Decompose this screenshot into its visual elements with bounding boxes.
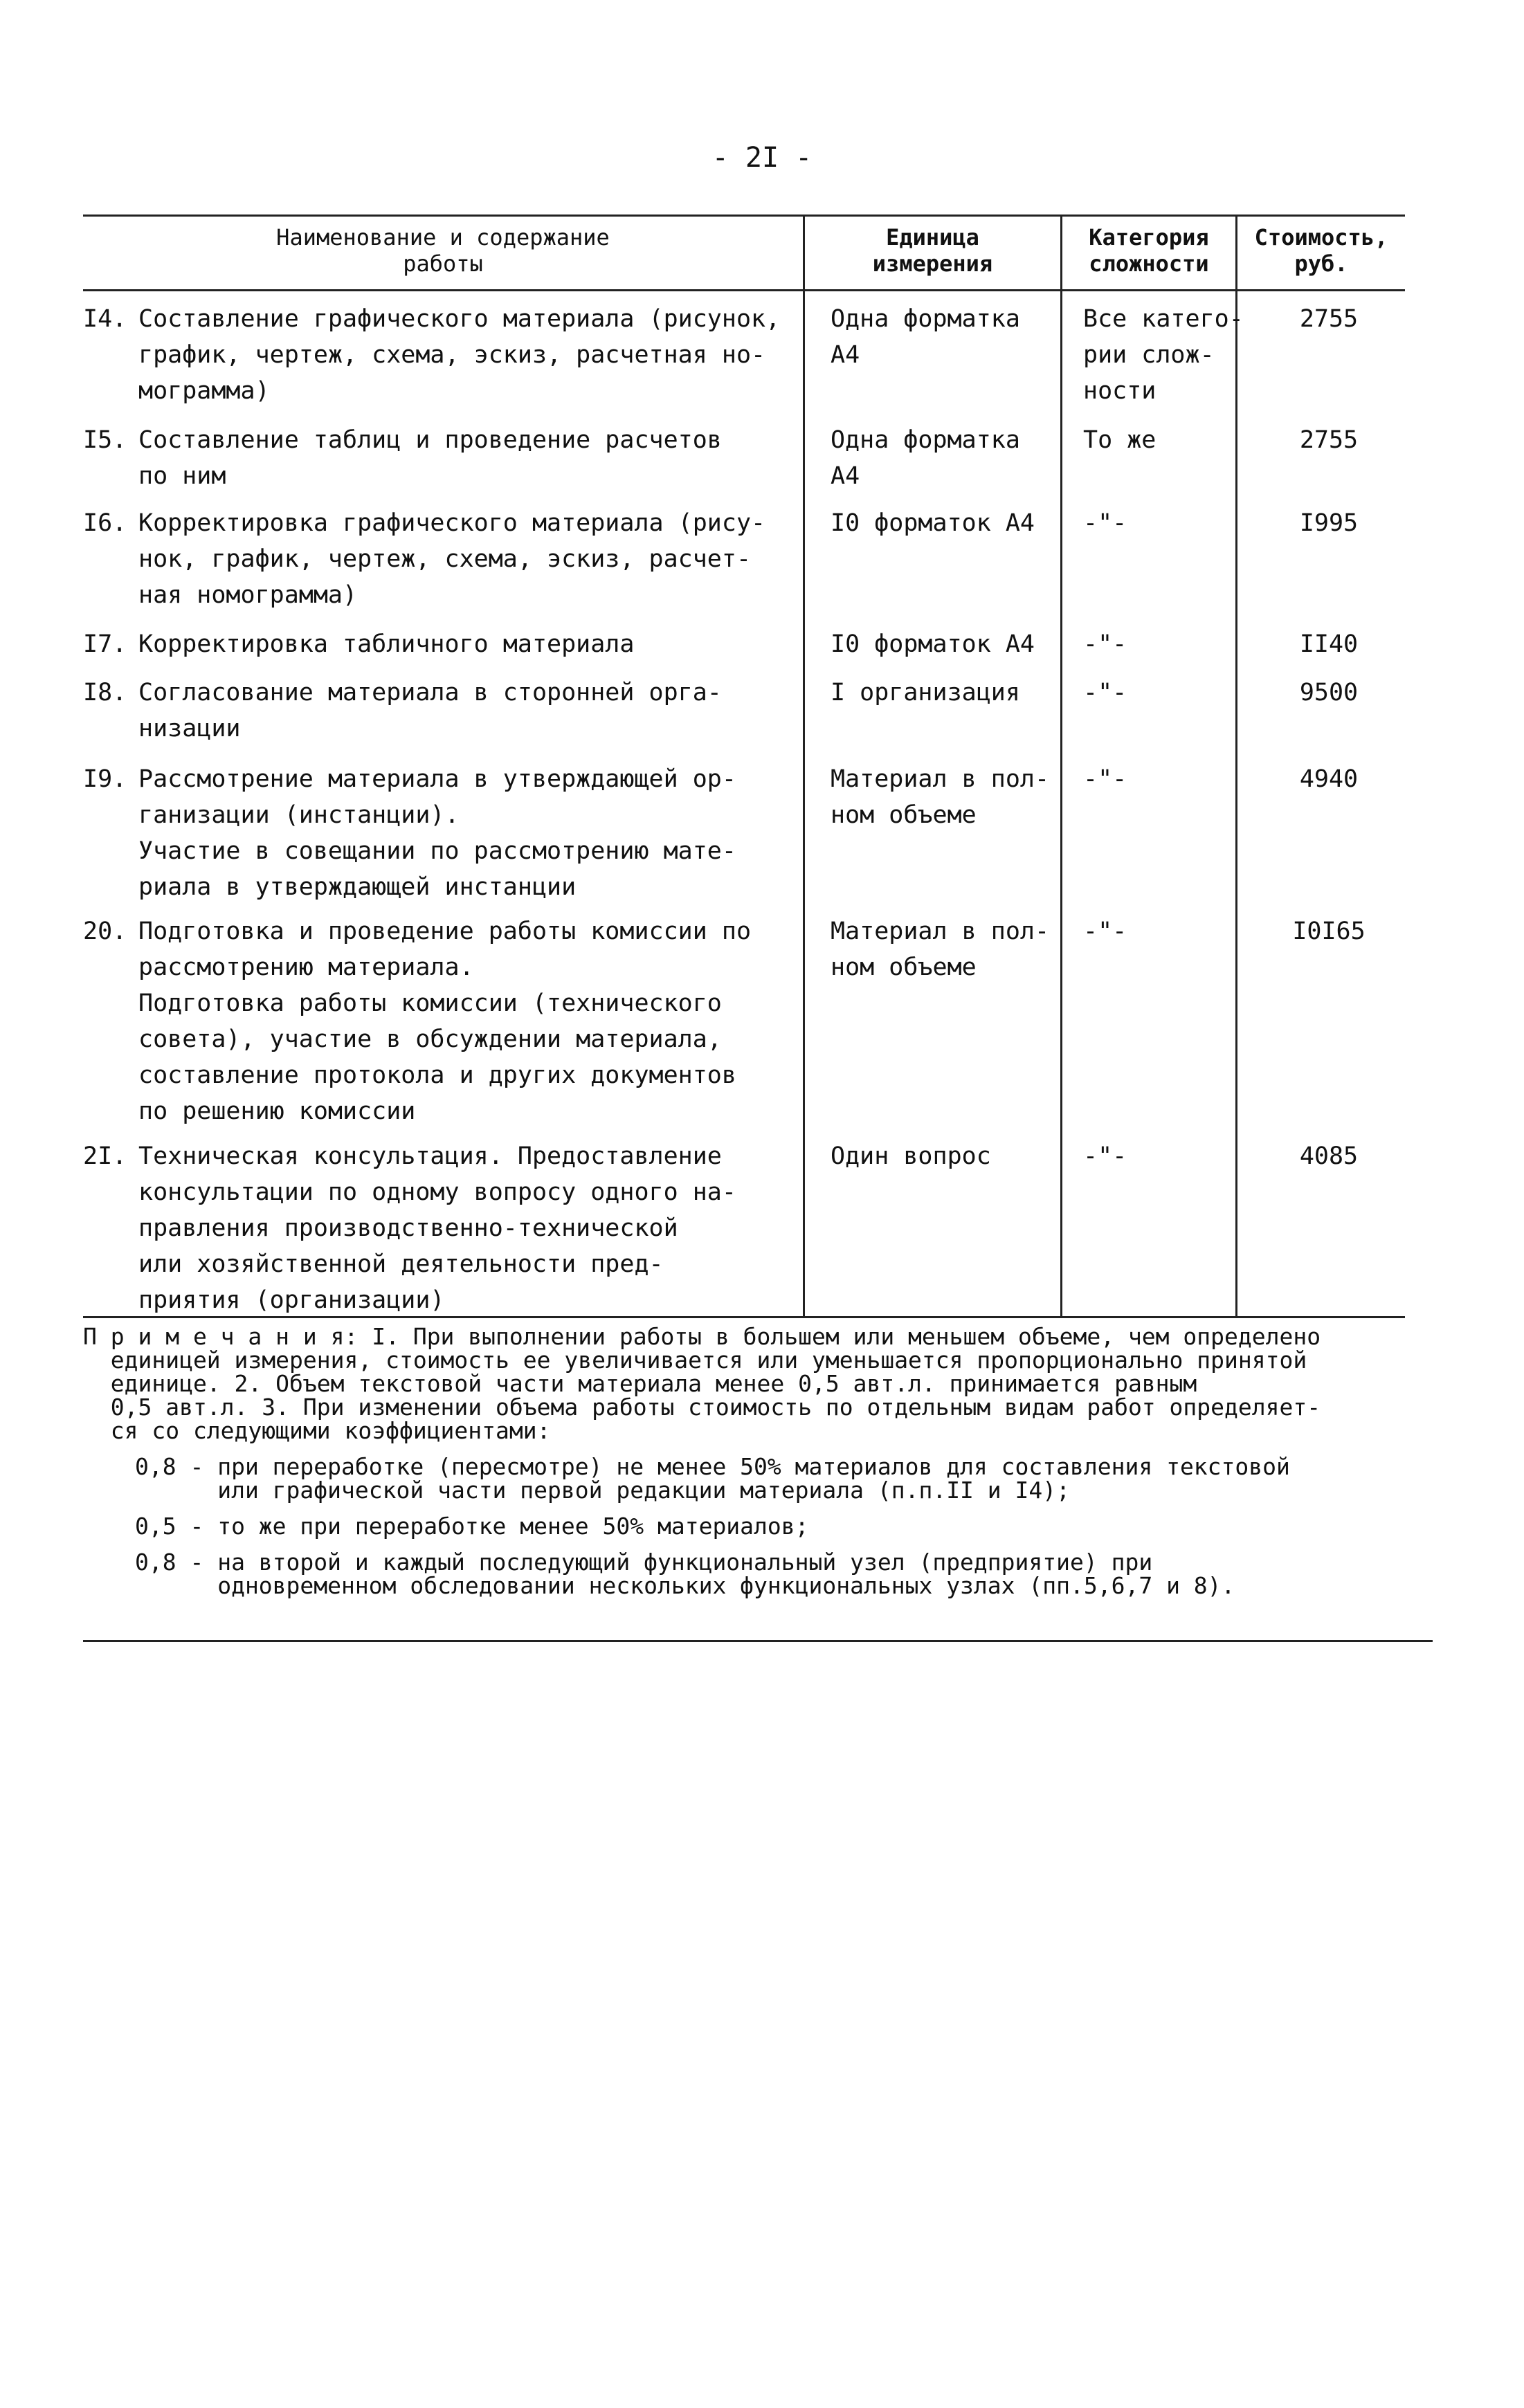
row-category: -"- bbox=[1083, 630, 1127, 658]
row-category: -"- bbox=[1083, 918, 1127, 945]
row-name: Корректировка графического материала (рису- нок, график, чертеж, схема, эскиз, расчет- ная номограмма) bbox=[138, 509, 766, 609]
row-cost: 4085 bbox=[1299, 1142, 1359, 1170]
coefficient-line: 0,8 - на второй и каждый последующий функциональный узел (предприятие) при bbox=[135, 1549, 1153, 1576]
table-bottom-rule bbox=[83, 1316, 1405, 1318]
row-unit: Материал в пол- ном объеме bbox=[831, 765, 1050, 829]
row-category: То же bbox=[1083, 426, 1156, 454]
coefficient-line: или графической части первой редакции материала (п.п.II и I4); bbox=[135, 1477, 1071, 1504]
row-unit: I0 форматок А4 bbox=[831, 630, 1035, 658]
row-number: I9. bbox=[83, 765, 127, 793]
row-name: Составление таблиц и проведение расчетов по ним bbox=[138, 426, 722, 490]
row-cost: II40 bbox=[1299, 630, 1359, 658]
coefficient-line: 0,5 - то же при переработке менее 50% материалов; bbox=[135, 1513, 809, 1540]
table-top-rule bbox=[83, 215, 1405, 217]
row-cost: I0I65 bbox=[1292, 918, 1366, 945]
row-category: Все катего- рии слож- ности bbox=[1083, 305, 1244, 405]
page-bottom-rule bbox=[83, 1640, 1433, 1642]
header-unit: Единица измерения bbox=[872, 224, 993, 277]
row-cost: I995 bbox=[1299, 509, 1359, 537]
row-category: -"- bbox=[1083, 509, 1127, 537]
note-line: единицей измерения, стоимость ее увеличивается или уменьшается пропорционально принятой bbox=[83, 1347, 1307, 1374]
row-category: -"- bbox=[1083, 1142, 1127, 1170]
row-unit: I организация bbox=[831, 679, 1020, 706]
page-number: - 2I - bbox=[711, 142, 813, 174]
row-number: I6. bbox=[83, 509, 127, 537]
row-name: Подготовка и проведение работы комиссии по рассмотрению материала. Подготовка работы комиссии (технического совета), участие в обсуждении материала, составление протокола и других документов по решению комиссии bbox=[138, 918, 752, 1125]
row-name: Рассмотрение материала в утверждающей ор- ганизации (инстанции). Участие в совещании по рассмотрению мате- риала в утверждающей инстанции bbox=[138, 765, 736, 901]
table-header-rule bbox=[83, 289, 1405, 291]
row-name: Техническая консультация. Предоставление консультации по одному вопросу одного на- правления производственно-технической или хозяйственной деятельности пред- приятия (организации) bbox=[138, 1142, 736, 1314]
row-number: I8. bbox=[83, 679, 127, 706]
header-name: Наименование и содержание работы bbox=[276, 224, 610, 277]
row-number: I5. bbox=[83, 426, 127, 454]
row-name: Корректировка табличного материала bbox=[138, 630, 635, 658]
note-line: ся со следующими коэффициентами: bbox=[83, 1417, 551, 1444]
row-number: I7. bbox=[83, 630, 127, 658]
note-line: П р и м е ч а н и я: I. При выполнении работы в большем или меньшем объеме, чем определено bbox=[83, 1323, 1321, 1350]
row-unit: Один вопрос bbox=[831, 1142, 991, 1170]
coefficient-item bbox=[135, 1551, 1433, 1598]
row-category: -"- bbox=[1083, 679, 1127, 706]
row-unit: I0 форматок А4 bbox=[831, 509, 1035, 537]
row-name: Согласование материала в сторонней орга- низации bbox=[138, 679, 722, 742]
row-cost: 9500 bbox=[1299, 679, 1359, 706]
row-unit: Одна форматка А4 bbox=[831, 426, 1020, 490]
row-category: -"- bbox=[1083, 765, 1127, 793]
row-name: Составление графического материала (рисунок, график, чертеж, схема, эскиз, расчетная но- мограмма) bbox=[138, 305, 781, 405]
coefficient-line: 0,8 - при переработке (пересмотре) не менее 50% материалов для составления текстовой bbox=[135, 1453, 1290, 1480]
row-cost: 2755 bbox=[1299, 305, 1359, 333]
note-line: единице. 2. Объем текстовой части материала менее 0,5 авт.л. принимается равным bbox=[83, 1370, 1197, 1397]
row-unit: Одна форматка А4 bbox=[831, 305, 1020, 369]
row-number: 2I. bbox=[83, 1142, 127, 1170]
header-category: Категория сложности bbox=[1089, 224, 1209, 277]
notes-block bbox=[83, 1325, 1433, 1598]
note-line: 0,5 авт.л. 3. При изменении объема работы стоимость по отдельным видам работ определяет- bbox=[83, 1394, 1321, 1421]
row-cost: 4940 bbox=[1299, 765, 1359, 793]
coefficient-line: одновременном обследовании нескольких функциональных узлах (пп.5,6,7 и 8). bbox=[135, 1572, 1235, 1599]
coefficient-item bbox=[135, 1515, 1433, 1538]
row-number: I4. bbox=[83, 305, 127, 333]
row-unit: Материал в пол- ном объеме bbox=[831, 918, 1050, 981]
header-cost: Стоимость, руб. bbox=[1254, 224, 1388, 277]
coefficient-item bbox=[135, 1455, 1433, 1502]
row-number: 20. bbox=[83, 918, 127, 945]
row-cost: 2755 bbox=[1299, 426, 1359, 454]
